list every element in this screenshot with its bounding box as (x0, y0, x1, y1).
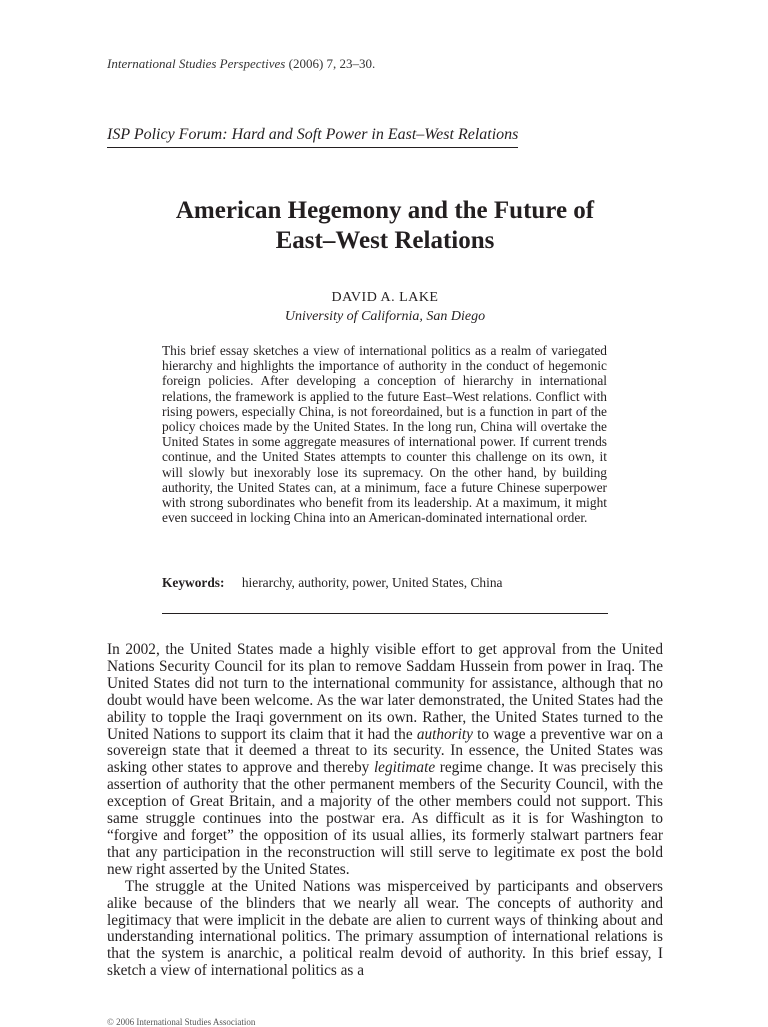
section-divider (162, 613, 608, 614)
forum-heading: ISP Policy Forum: Hard and Soft Power in East–West Relations (107, 126, 518, 148)
emphasis-legitimate: legitimate (373, 759, 436, 777)
article-body (107, 642, 663, 980)
copyright-notice: © 2006 International Studies Association (107, 1017, 256, 1027)
body-paragraph-2: The struggle at the United Nations was misperceived by participants and observers alike because of the blinders that we nearly all wear. The concepts of authority and legitimacy that were implicit in the debate are alien to current ways of thinking about and understanding international politics. The primary assumption of international relations is that the system is anarchic, a political realm devoid of authority. In this brief essay, I sketch a view of international politics as a (107, 877, 663, 980)
keywords (162, 575, 502, 591)
article-title (107, 196, 663, 256)
abstract: This brief essay sketches a view of international politics as a realm of variegated hierarchy and highlights the importance of authority in the conduct of hegemonic foreign policies. After developing a conception of hierarchy in international relations, the framework is applied to the future East–West relations. Conflict with rising powers, especially China, is not foreordained, but is a function in part of the policy choices made by the United States. In the long run, China will overtake the United States in some aggregate measures of international power. If current trends continue, and the United States attempts to counter this challenge on its own, it will slowly but inexorably lose its supremacy. On the other hand, by building authority, the United States can, at a minimum, face a future Chinese superpower with strong subordinates who benefit from its leadership. At a maximum, it might even succeed in locking China into an American-dominated international order. (162, 343, 607, 526)
title-line-2: East–West Relations (275, 227, 495, 254)
author-affiliation: University of California, San Diego (284, 309, 486, 324)
keywords-value: hierarchy, authority, power, United States, China (241, 575, 503, 590)
keywords-label: Keywords: (162, 575, 225, 590)
author-name: DAVID A. LAKE (331, 290, 439, 305)
body-text-span: In 2002, the United States made a highly visible effort to get approval from the United Nations Security Council for its plan to remove Saddam Hussein from power in Iraq. The United States did not turn to the international community for assistance, although that no doubt would have been welcome. As the war later demonstrated, the United States had the ability to topple the Iraqi government on its own. Rather, the United States turned to the United Nations to support its claim that it had the (107, 641, 663, 743)
body-text-span: to wage a preventive war on a sovereign state that it deemed a threat to its security. In essence, the United States was asking other states to approve and thereby (107, 725, 663, 777)
body-text-span: regime change. It was precisely this assertion of authority that the other permanent members of the Security Council, with the exception of Great Britain, and a majority of the other members could not support. This same struggle continues into the postwar era. As difficult as it is for Washington to “forgive and forget” the opposition of its usual allies, its formerly stalwart partners fear that any participation in the reconstruction will still serve to legitimate ex post the bold new right asserted by the United States. (107, 759, 663, 878)
journal-citation (107, 56, 375, 72)
journal-name: International Studies Perspectives (107, 56, 286, 71)
title-line-1: American Hegemony and the Future of (175, 197, 595, 224)
emphasis-authority: authority (416, 725, 473, 743)
body-paragraph-1 (107, 642, 663, 879)
journal-issue: (2006) 7, 23–30. (288, 56, 376, 71)
